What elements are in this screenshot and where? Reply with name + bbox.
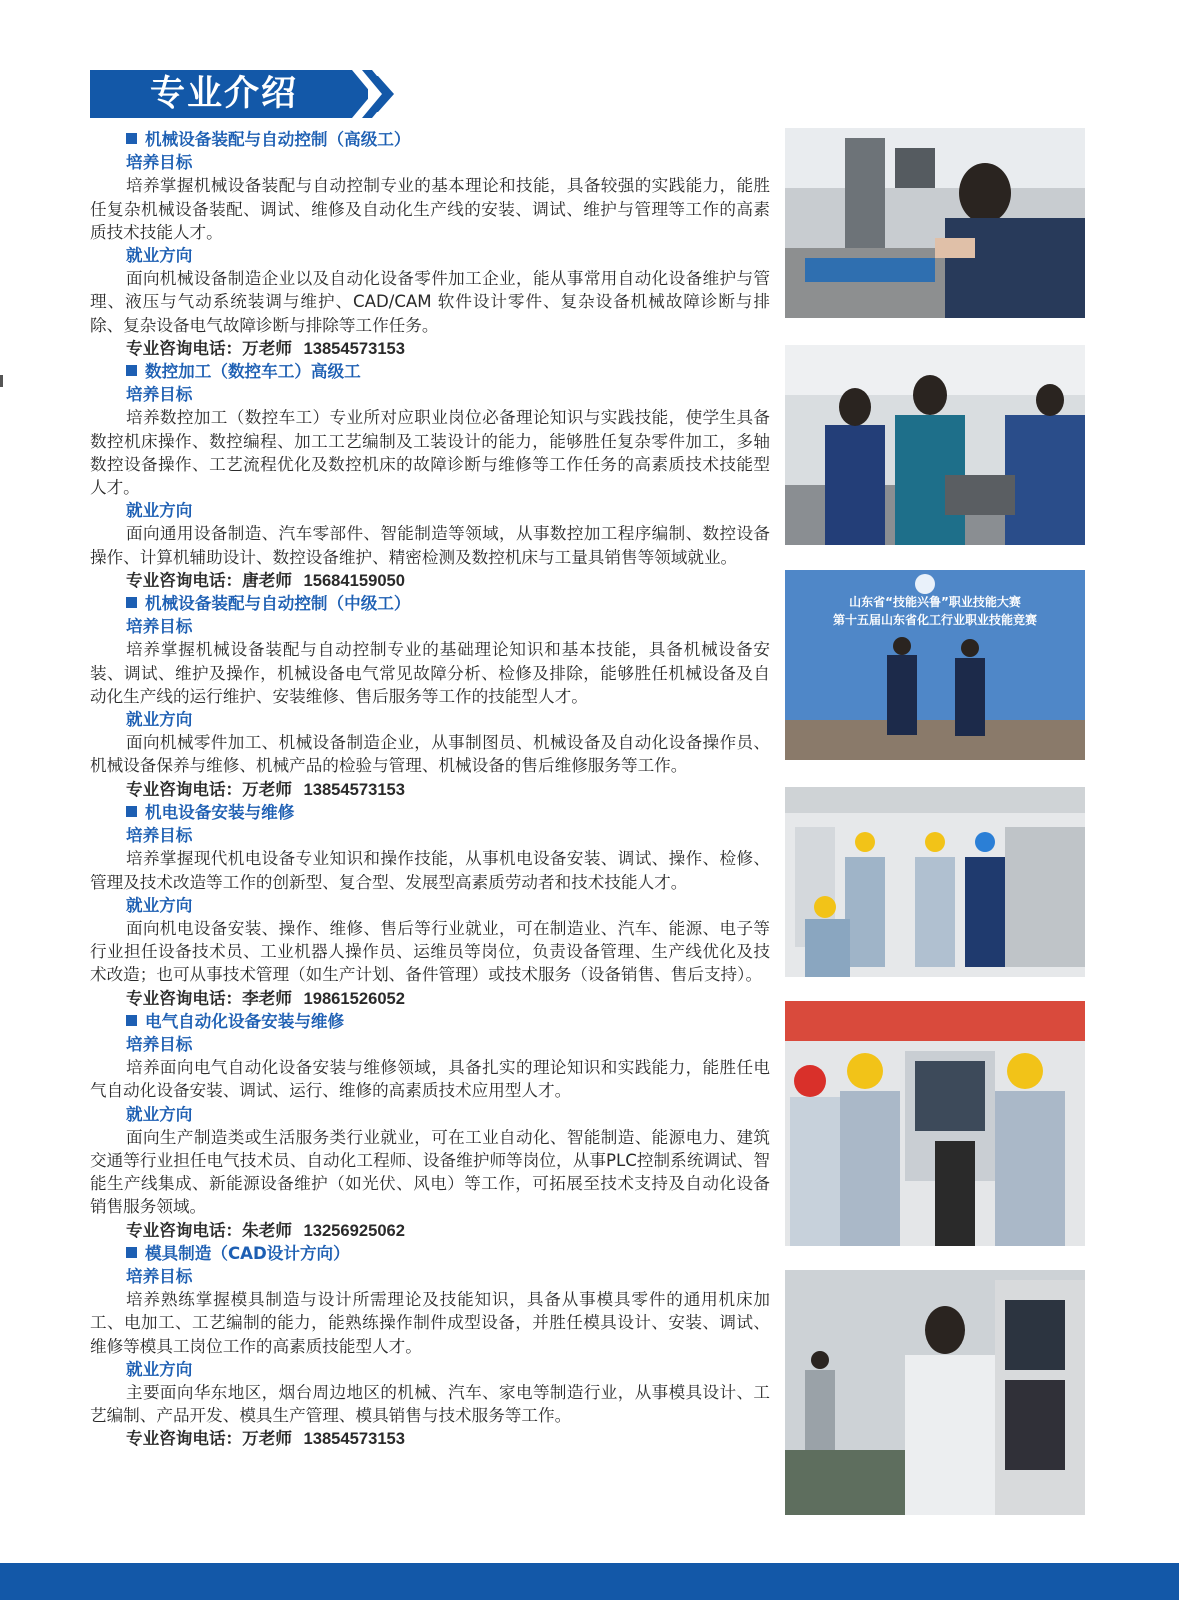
section-title [90, 801, 770, 824]
machining-student-photo [785, 128, 1085, 318]
square-bullet-icon [126, 806, 137, 817]
square-bullet-icon [126, 1015, 137, 1026]
employment-label: 就业方向 [126, 710, 193, 730]
section-title-text: 数控加工（数控车工）高级工 [145, 362, 361, 382]
contact-label: 专业咨询电话：万老师 [126, 338, 292, 358]
square-bullet-icon [126, 1247, 137, 1258]
section-title [90, 128, 770, 151]
section-title-text: 机械设备装配与自动控制（高级工） [145, 130, 411, 149]
section-title-text: 模具制造（CAD设计方向） [145, 1243, 350, 1263]
square-bullet-icon [126, 365, 137, 376]
goal-text: 培养掌握现代机电设备专业知识和操作技能，从事机电设备安装、调试、操作、检修、管理及技术改造等工作的创新型、复合型、发展型高素质劳动者和技术技能人才。 [90, 849, 770, 892]
employment-label: 就业方向 [126, 1359, 193, 1379]
goal-label: 培养目标 [126, 1266, 193, 1286]
page-title: 专业介绍 [150, 74, 299, 114]
section-title-text: 机械设备装配与自动控制（中级工） [145, 594, 411, 614]
goal-text: 培养面向电气自动化设备安装与维修领域，具备扎实的理论知识和实践能力，能胜任电气自动化设备安装、调试、运行、维修的高素质技术应用型人才。 [90, 1058, 770, 1101]
contact-line [90, 337, 770, 360]
contact-line [90, 987, 770, 1010]
cnc-workshop-photo [785, 345, 1085, 545]
contact-line [90, 1219, 770, 1242]
contact-phone: 13256925062 [303, 1220, 406, 1240]
banner-line-1: 山东省“技能兴鲁”职业技能大赛 [849, 595, 1021, 609]
employment-text: 面向生产制造类或生活服务类行业就业，可在工业自动化、智能制造、能源电力、建筑交通等行业担任电气技术员、自动化工程师、设备维护师等岗位，从事PLC控制系统调试、智能生产线集成、新能源设备维护（如光伏、风电）等工作，可拓展至技术支持及自动化设备销售服务领域。 [90, 1127, 770, 1217]
employment-label: 就业方向 [126, 895, 193, 915]
section-title [90, 1010, 770, 1033]
contact-line [90, 1427, 770, 1450]
section-electrical-automation [90, 1010, 770, 1242]
square-bullet-icon [126, 133, 137, 144]
goal-text: 培养数控加工（数控车工）专业所对应职业岗位必备理论知识与实践技能，使学生具备数控机床操作、数控编程、加工工艺编制及工装设计的能力，能够胜任复杂零件加工，多轴数控设备操作、工艺流程优化及数控机床的故障诊断与维修等工作任务的高素质技术技能型人才。 [90, 408, 770, 498]
goal-label: 培养目标 [126, 826, 193, 846]
employment-text: 面向通用设备制造、汽车零部件、智能制造等领域，从事数控加工程序编制、数控设备操作、计算机辅助设计、数控设备维护、精密检测及数控机床与工量具销售等领域就业。 [90, 524, 770, 567]
banner-line-2: 第十五届山东省化工行业职业技能竞赛 [832, 613, 1038, 627]
employment-text: 面向机电设备安装、操作、维修、售后等行业就业，可在制造业、汽车、能源、电子等行业担任设备技术员、工业机器人操作员、运维员等岗位，负责设备管理、生产线优化及技术改造；也可从事技术管理（如生产计划、备件管理）或技术服务（设备销售、售后支持）。 [90, 918, 770, 985]
section-mold-manufacturing [90, 1242, 770, 1451]
contact-line [90, 778, 770, 801]
electrical-training-photo [785, 787, 1085, 977]
goal-text: 培养掌握机械设备装配与自动控制专业的基础理论知识和基本技能，具备机械设备安装、调试、维护及操作，机械设备电气常见故障分析、检修及排除，能够胜任机械设备及自动化生产线的运行维护、安装维修、售后服务等工作的技能型人才。 [90, 640, 770, 706]
goal-text: 培养掌握机械设备装配与自动控制专业的基本理论和技能，具备较强的实践能力，能胜任复杂机械设备装配、调试、维修及自动化生产线的安装、调试、维护与管理等工作的高素质技术技能人才。 [90, 176, 770, 242]
section-title [90, 360, 770, 383]
contact-phone: 13854573153 [303, 779, 406, 799]
competition-banner-photo [785, 570, 1085, 760]
section-mechanical-intermediate [90, 592, 770, 801]
employment-text: 主要面向华东地区，烟台周边地区的机械、汽车、家电等制造行业，从事模具设计、工艺编制、产品开发、模具生产管理、模具销售与技术服务等工作。 [90, 1382, 770, 1426]
goal-label: 培养目标 [126, 1034, 193, 1054]
contact-phone: 19861526052 [303, 988, 406, 1008]
section-title-text: 机电设备安装与维修 [145, 802, 295, 822]
section-title [90, 592, 770, 615]
margin-mark [0, 375, 3, 387]
contact-line [90, 569, 770, 592]
control-cabinet-photo [785, 1001, 1085, 1246]
content-column [90, 128, 770, 1451]
section-mechanical-senior [90, 128, 770, 360]
square-bullet-icon [126, 597, 137, 608]
employment-label: 就业方向 [126, 501, 193, 521]
employment-text: 面向机械设备制造企业以及自动化设备零件加工企业，能从事常用自动化设备维护与管理、液压与气动系统装调与维护、CAD/CAM 软件设计零件、复杂设备机械故障诊断与排除、复杂设备电气故障诊断与排除等工作任务。 [90, 269, 770, 335]
contact-label: 专业咨询电话：万老师 [126, 779, 292, 799]
contact-label: 专业咨询电话：李老师 [126, 988, 292, 1008]
section-title-text: 电气自动化设备安装与维修 [145, 1011, 345, 1031]
contact-label: 专业咨询电话：朱老师 [126, 1220, 292, 1240]
employment-text: 面向机械零件加工、机械设备制造企业，从事制图员、机械设备及自动化设备操作员、机械设备保养与维修、机械产品的检验与管理、机械设备的售后维修服务等工作。 [90, 733, 770, 776]
chevron-right-icon [352, 70, 402, 118]
goal-label: 培养目标 [126, 153, 193, 173]
contact-label: 专业咨询电话：万老师 [126, 1429, 292, 1449]
contact-phone: 13854573153 [303, 1429, 406, 1449]
cnc-operator-photo [785, 1270, 1085, 1515]
section-electromechanical [90, 801, 770, 1010]
contact-phone: 13854573153 [303, 338, 406, 358]
section-title [90, 1242, 770, 1265]
contact-phone: 15684159050 [303, 570, 406, 590]
goal-label: 培养目标 [126, 385, 193, 405]
section-cnc-turning [90, 360, 770, 592]
contact-label: 专业咨询电话：唐老师 [126, 570, 292, 590]
footer-band [0, 1563, 1179, 1600]
employment-label: 就业方向 [126, 246, 193, 266]
goal-label: 培养目标 [126, 617, 193, 637]
employment-label: 就业方向 [126, 1104, 193, 1124]
goal-text: 培养熟练掌握模具制造与设计所需理论及技能知识，具备从事模具零件的通用机床加工、电加工、工艺编制的能力，能熟练操作制件成型设备，并胜任模具设计、安装、调试、维修等模具工岗位工作的高素质技能型人才。 [90, 1290, 770, 1356]
